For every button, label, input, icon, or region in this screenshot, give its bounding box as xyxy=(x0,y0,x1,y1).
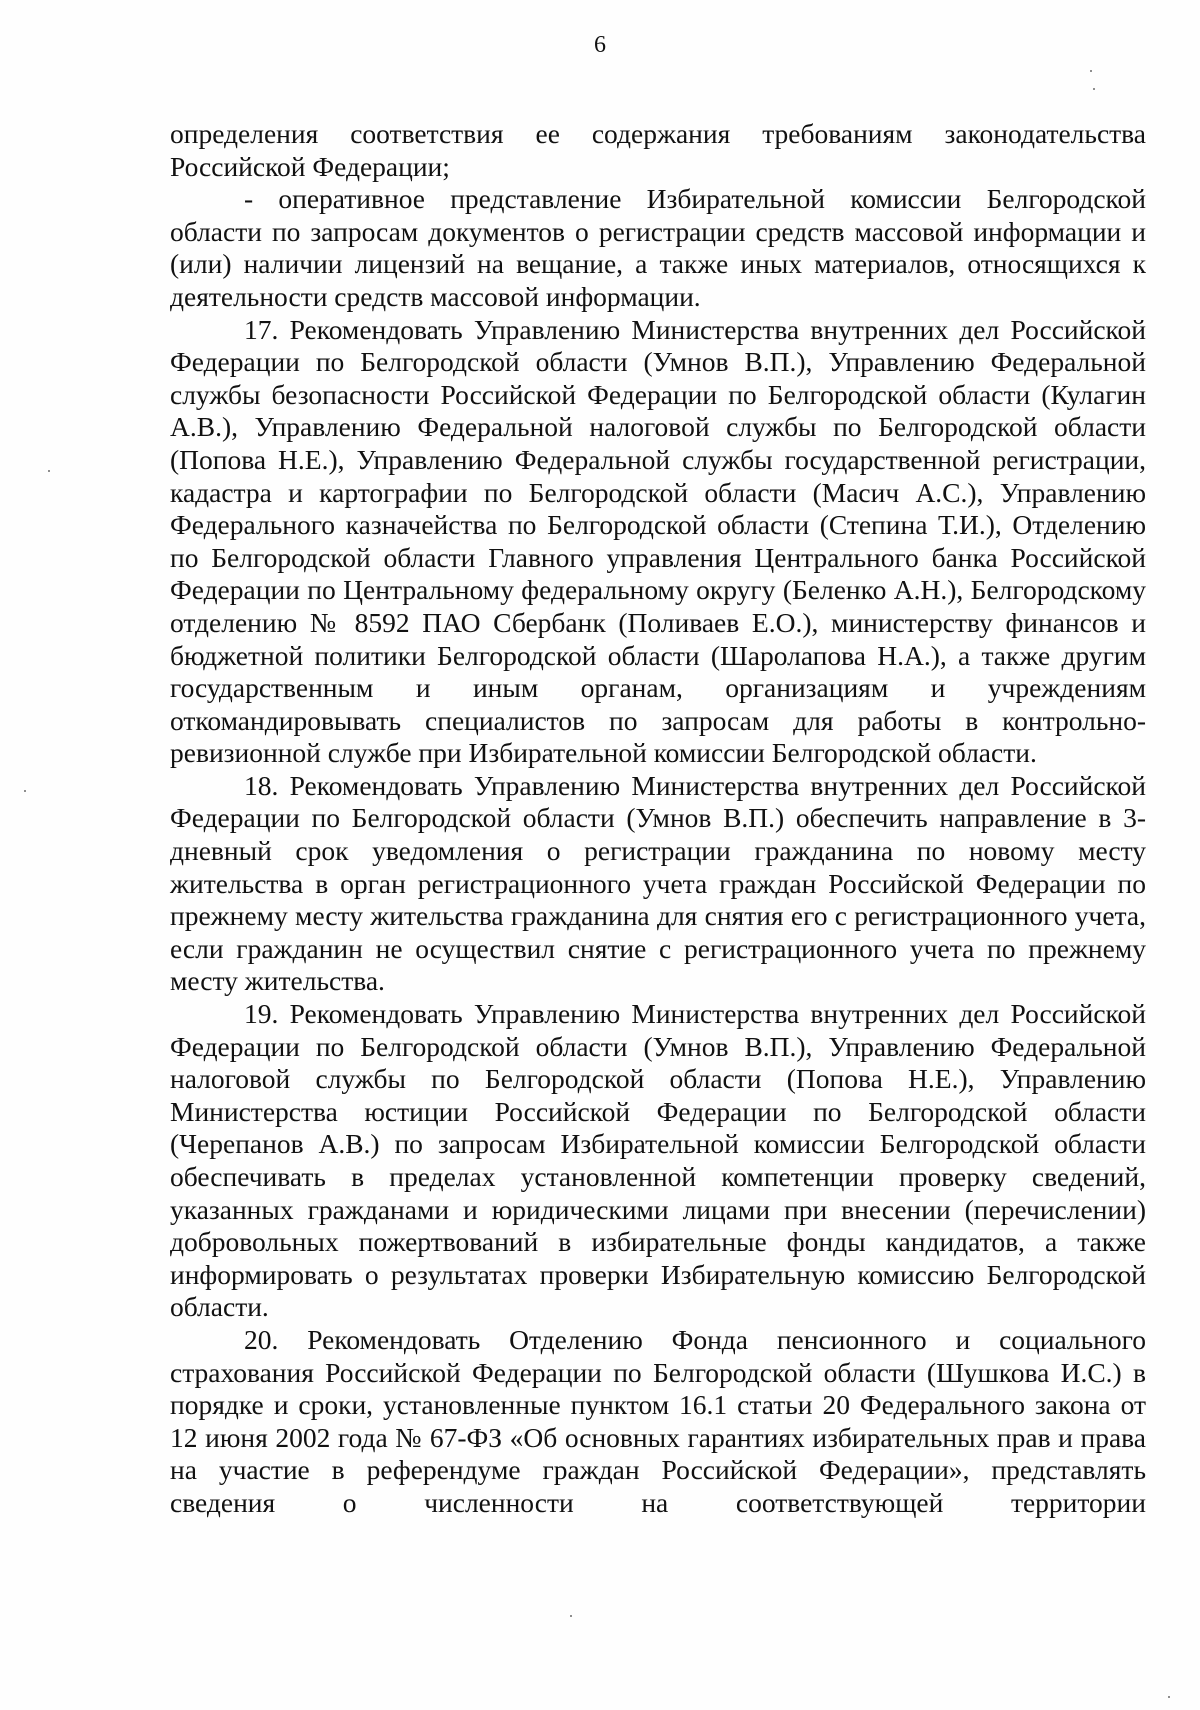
paragraph-item-20: 20. Рекомендовать Отделению Фонда пенсионного и социального страхования Российской Федерации по Белгородской области (Шушкова И.С.) в порядке и сроки, установленные пунктом 16.1 статьи 20 Федерального закона от 12 июня 2002 года № 67-ФЗ «Об основных гарантиях избирательных прав и права на участие в референдуме граждан Российской Федерации», представлять сведения о численности на соответствующей территории xyxy=(170,1323,1146,1518)
scan-speck xyxy=(1090,70,1092,72)
paragraph-item-19: 19. Рекомендовать Управлению Министерства внутренних дел Российской Федерации по Белгородской области (Умнов В.П.), Управлению Федеральной налоговой службы по Белгородской области (Попова Н.Е.), Управлению Министерства юстиции Российской Федерации по Белгородской области (Черепанов А.В.) по запросам Избирательной комиссии Белгородской области обеспечивать в пределах установленной компетенции проверку сведений, указанных гражданами и юридическими лицами при внесении (перечислении) добровольных пожертвований в избирательные фонды кандидатов, а также информировать о результатах проверки Избирательную комиссию Белгородской области. xyxy=(170,998,1146,1323)
paragraph-item-17: 17. Рекомендовать Управлению Министерства внутренних дел Российской Федерации по Белгородской области (Умнов В.П.), Управлению Федеральной службы безопасности Российской Федерации по Белгородской области (Кулагин А.В.), Управлению Федеральной налоговой службы по Белгородской области (Попова Н.Е.), Управлению Федеральной службы государственной регистрации, кадастра и картографии по Белгородской области (Масич А.С.), Управлению Федерального казначейства по Белгородской области (Степина Т.И.), Отделению по Белгородской области Главного управления Центрального банка Российской Федерации по Центральному федеральному округу (Беленко А.Н.), Белгородскому отделению № 8592 ПАО Сбербанк (Поливаев Е.О.), министерству финансов и бюджетной политики Белгородской области (Шаролапова Н.А.), а также другим государственным и иным органам, организациям и учреждениям откомандировывать специалистов по запросам для работы в контрольно-ревизионной службе при Избирательной комиссии Белгородской области. xyxy=(170,313,1146,769)
scan-speck xyxy=(48,470,50,472)
document-body xyxy=(170,118,1146,1520)
page-number: 6 xyxy=(594,32,606,58)
paragraph-media-info: - оперативное представление Избирательной комиссии Белгородской области по запросам документов о регистрации средств массовой информации и (или) наличии лицензий на вещание, а также иных материалов, относящихся к деятельности средств массовой информации. xyxy=(170,183,1146,312)
scan-speck xyxy=(1168,1696,1170,1698)
scan-speck xyxy=(570,1615,572,1617)
paragraph-item-18: 18. Рекомендовать Управлению Министерства внутренних дел Российской Федерации по Белгородской области (Умнов В.П.) обеспечить направление в 3-дневный срок уведомления о регистрации гражданина по новому месту жительства в орган регистрационного учета граждан Российской Федерации по прежнему месту жительства гражданина для снятия его с регистрационного учета, если гражданин не осуществил снятие с регистрационного учета по прежнему месту жительства. xyxy=(170,769,1146,997)
scan-speck xyxy=(24,790,26,792)
scan-speck xyxy=(1093,88,1095,90)
paragraph-continuation: определения соответствия ее содержания требованиям законодательства Российской Федерации; xyxy=(170,118,1146,182)
